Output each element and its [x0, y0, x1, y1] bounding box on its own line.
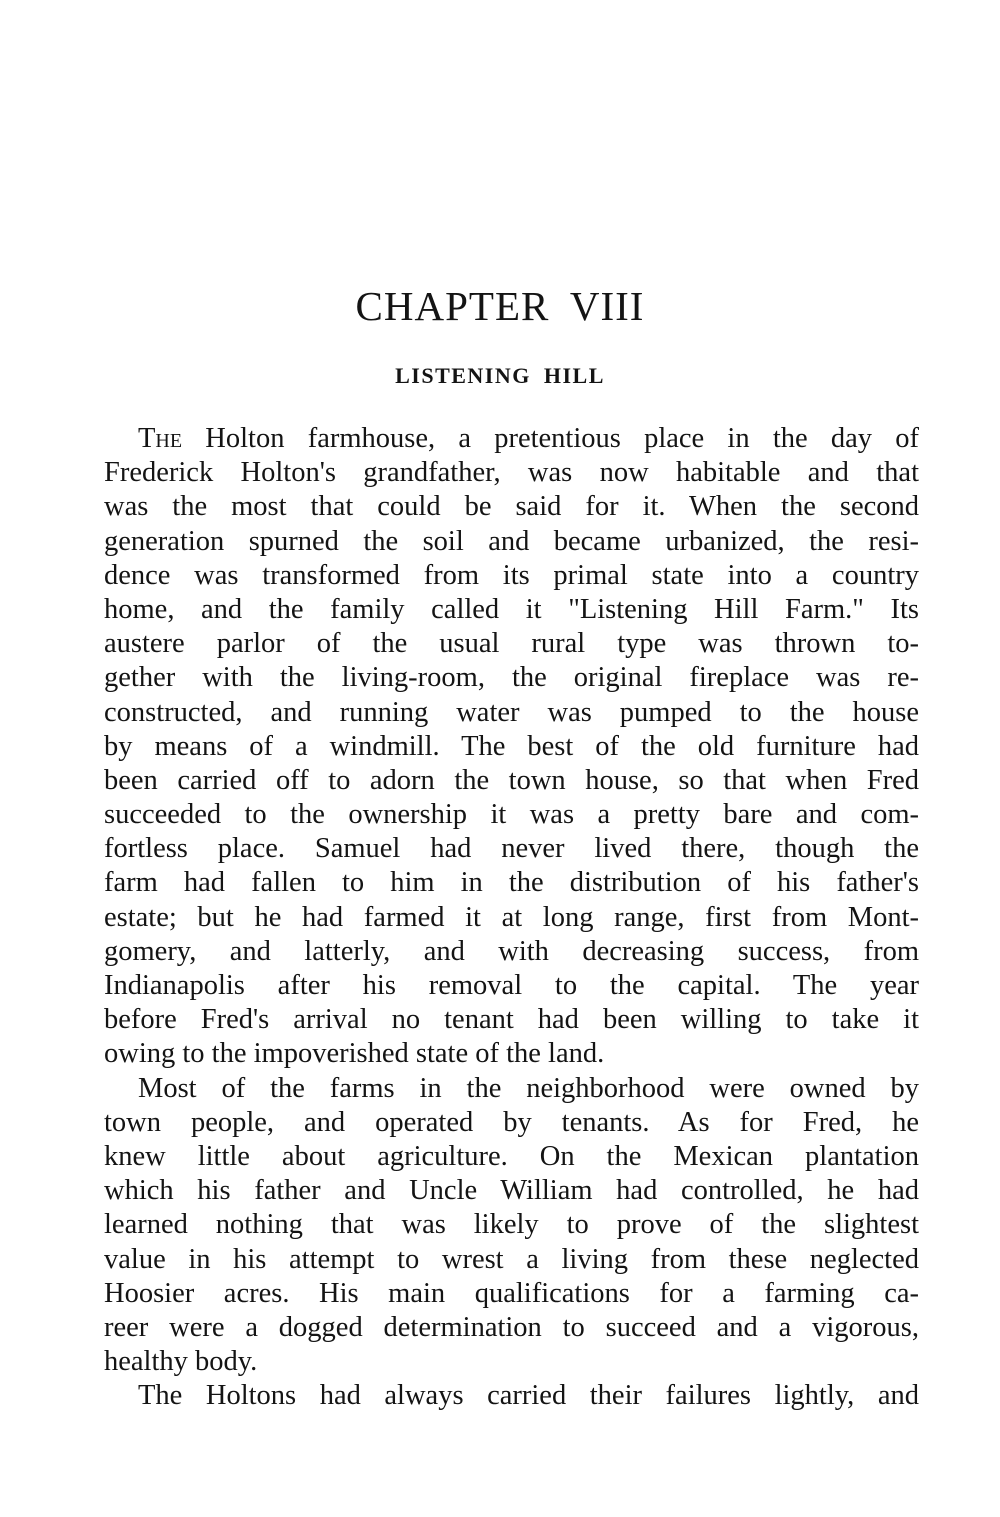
chapter-subtitle: LISTENING HILL [395, 363, 605, 388]
paragraph-1-line-8: gether with the living-room, the original fireplace was re- [104, 662, 919, 694]
paragraph-1-line-6: home, and the family called it "Listening Hill Farm." Its [104, 593, 919, 625]
paragraph-2-line-7: Hoosier acres. His main qualifications for a farming ca- [104, 1277, 919, 1309]
paragraph-1-line-18: before Fred's arrival no tenant had been willing to take it [104, 1004, 919, 1036]
paragraph-1-line-3: was the most that could be said for it. When the second [104, 491, 919, 523]
drop-lead-word: The [138, 423, 183, 454]
paragraph-1-line-16: gomery, and latterly, and with decreasing success, from [104, 935, 919, 967]
paragraph-2-line-6: value in his attempt to wrest a living from these neglected [104, 1243, 919, 1275]
paragraph-2-line-8: reer were a dogged determination to succeed and a vigorous, [104, 1311, 919, 1343]
paragraph-2-line-9: healthy body. [104, 1346, 258, 1378]
paragraph-2-line-1: Most of the farms in the neighborhood were owned by [138, 1072, 919, 1104]
paragraph-1-line-15: estate; but he had farmed it at long range, first from Mont- [104, 901, 919, 933]
paragraph-2-line-2: town people, and operated by tenants. As for Fred, he [104, 1106, 919, 1138]
paragraph-1-line-13: fortless place. Samuel had never lived there, though the [104, 833, 919, 865]
paragraph-1-line-19: owing to the impoverished state of the land. [104, 1038, 605, 1070]
paragraph-1-line-2: Frederick Holton's grandfather, was now habitable and that [104, 457, 919, 489]
paragraph-1-line-14: farm had fallen to him in the distribution of his father's [104, 867, 919, 899]
paragraph-1-line-9: constructed, and running water was pumped to the house [104, 696, 919, 728]
paragraph-1-line-1: The Holton farmhouse, a pretentious place in the day of [138, 423, 919, 454]
chapter-body [104, 422, 919, 1413]
paragraph-1-line-17: Indianapolis after his removal to the capital. The year [104, 970, 919, 1001]
paragraph-2-line-5: learned nothing that was likely to prove of the slightest [104, 1209, 919, 1241]
paragraph-1-line-4: generation spurned the soil and became urbanized, the resi- [104, 525, 919, 557]
paragraph-3-line-1: The Holtons had always carried their failures lightly, and [138, 1380, 919, 1412]
paragraph-2-line-4: which his father and Uncle William had controlled, he had [104, 1175, 919, 1207]
paragraph-1-line-5: dence was transformed from its primal state into a country [104, 559, 919, 591]
chapter-title: CHAPTER VIII [355, 283, 645, 329]
paragraph-1-line-11: been carried off to adorn the town house, so that when Fred [104, 764, 919, 796]
paragraph-1-line-12: succeeded to the ownership it was a pretty bare and com- [104, 799, 919, 831]
paragraph-1-line-7: austere parlor of the usual rural type was thrown to- [104, 628, 919, 660]
paragraph-2-line-3: knew little about agriculture. On the Mexican plantation [104, 1140, 919, 1172]
paragraph-1-line-10: by means of a windmill. The best of the old furniture had [104, 730, 919, 762]
